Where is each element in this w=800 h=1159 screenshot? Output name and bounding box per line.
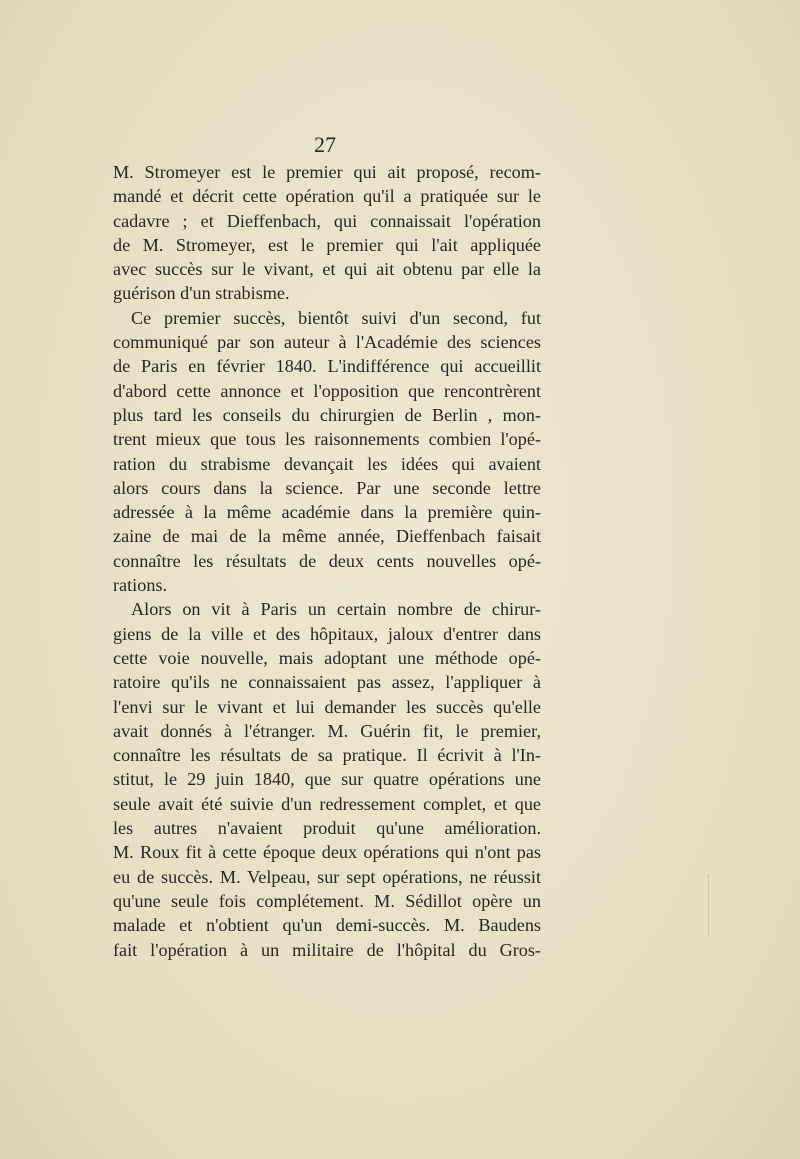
text-line: connaître les résultats de sa pratique. Il écrivit à l'In- xyxy=(113,745,541,766)
text-line: l'envi sur le vivant et lui demander les succès qu'elle xyxy=(113,696,541,717)
text-line: communiqué par son auteur à l'Académie des sciences xyxy=(113,332,541,353)
text-line: avait donnés à l'étranger. M. Guérin fit, le premier, xyxy=(113,720,541,741)
text-line: eu de succès. M. Velpeau, sur sept opérations, ne réussit xyxy=(113,866,541,887)
text-line: d'abord cette annonce et l'opposition que rencontrèrent xyxy=(113,380,541,401)
text-line: ratoire qu'ils ne connaissaient pas assez, l'appliquer à xyxy=(113,672,541,693)
text-line: cette voie nouvelle, mais adoptant une méthode opé- xyxy=(113,647,541,668)
text-line: giens de la ville et des hôpitaux, jaloux d'entrer dans xyxy=(113,623,541,644)
text-line: trent mieux que tous les raisonnements combien l'opé- xyxy=(113,429,541,450)
margin-mark xyxy=(708,875,713,935)
text-line: guérison d'un strabisme. xyxy=(113,283,290,304)
text-line: rations. xyxy=(113,575,168,596)
page-number: 27 xyxy=(314,132,336,157)
text-line: qu'une seule fois complétement. M. Sédillot opère un xyxy=(113,890,541,911)
text-line: M. Stromeyer est le premier qui ait proposé, recom- xyxy=(113,162,541,182)
text-line: plus tard les conseils du chirurgien de Berlin , mon- xyxy=(113,404,541,425)
text-line: fait l'opération à un militaire de l'hôpital du Gros- xyxy=(113,939,541,960)
text-line: stitut, le 29 juin 1840, que sur quatre opérations une xyxy=(113,769,541,790)
text-line: Alors on vit à Paris un certain nombre de chirur- xyxy=(131,599,541,620)
text-line: de M. Stromeyer, est le premier qui l'ait appliquée xyxy=(113,234,541,255)
text-line: alors cours dans la science. Par une seconde lettre xyxy=(113,477,541,498)
text-line: connaître les résultats de deux cents nouvelles opé- xyxy=(113,550,541,571)
text-line: M. Roux fit à cette époque deux opérations qui n'ont pas xyxy=(113,842,541,863)
text-line: Ce premier succès, bientôt suivi d'un second, fut xyxy=(131,307,541,328)
text-line: zaine de mai de la même année, Dieffenbach faisait xyxy=(113,526,541,547)
text-line: cadavre ; et Dieffenbach, qui connaissait l'opération xyxy=(113,210,541,231)
text-line: les autres n'avaient produit qu'une amélioration. xyxy=(113,818,541,839)
text-line: ration du strabisme devançait les idées qui avaient xyxy=(113,453,541,474)
text-line: mandé et décrit cette opération qu'il a pratiquée sur le xyxy=(113,186,541,207)
body-text xyxy=(113,160,541,962)
text-line: de Paris en février 1840. L'indifférence qui accueillit xyxy=(113,356,541,377)
text-line: avec succès sur le vivant, et qui ait obtenu par elle la xyxy=(113,259,541,280)
text-line: malade et n'obtient qu'un demi-succès. M. Baudens xyxy=(113,915,541,936)
text-line: adressée à la même académie dans la première quin- xyxy=(113,502,541,523)
text-line: seule avait été suivie d'un redressement complet, et que xyxy=(113,793,541,814)
